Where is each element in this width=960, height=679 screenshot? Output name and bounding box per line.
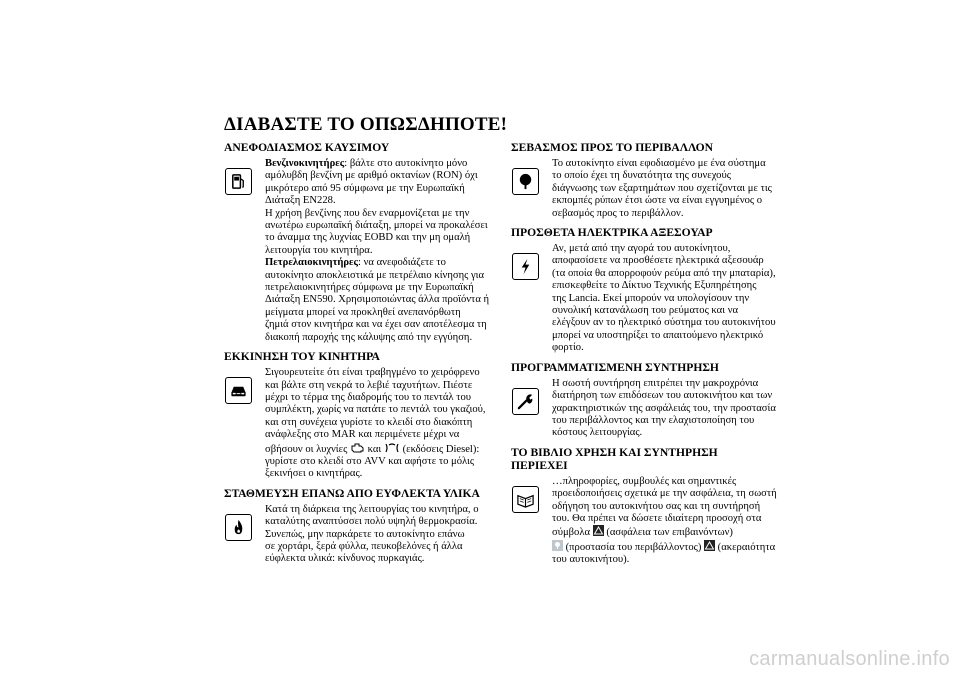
lightning-icon [512,253,539,280]
fuel-pump-icon [225,168,252,195]
watermark: carmanualsonline.info [749,648,950,670]
engine-start-section: ΕΚΚΙΝΗΣΗ ΤΟΥ ΚΙΝΗΤΗΡΑ Σιγουρευτείτε ότι είναι τραβηγμένο το χειρόφρενο και βάλτε στη νεκρά το λεβιέ ταχυτήτων. Πιέστε μέχρι το τέρμα της διαδρομής του το πεντάλ του συμπλέκτη, χωρίς να πατάτε το πεντάλ του γκαζιού, και στη συνέχεια γυρίστε το κλειδί στο διακόπτη ανάφλεξης στο MAR και περιμένετε μέχρι να σβήσουν οι λυχνίες και (εκδόσεις Diesel): γυρίστε στο κλειδί στο AVV και αφήστε το μόλις ξεκινήσει ο κινητήρας. [224,350,502,481]
diesel-label: Πετρελαιοκινητήρες [265,257,359,269]
wrench-icon [512,388,539,415]
fuel-section: ΑΝΕΦΟΔΙΑΣΜΟΣ ΚΑΥΣΙΜΟΥ Βενζινοκινητήρες: βάλτε στο αυτοκίνητο μόνο αμόλυβδη βενζίνη με αριθμό οκτανίων (RON) όχι μικρότερο από 95 σύμφωνα με την Ευρωπαϊκή Διάταξη EN228. Η χρήση βενζίνης που δεν εναρμονίζεται με την ανωτέρω ευρωπαϊκή διάταξη, μπορεί να προκαλέσει το άναμμα της λυχνίας EOBD και την μη ομαλή λειτουργία του κινητήρα. Πετρελαιοκινητήρες: να ανεφοδιάζετε το αυτοκίνητο αποκλειστικά με πετρέλαιο κίνησης για πετρελαιοκινητήρες σύμφωνα με την Ευρωπαϊκή Διάταξη EN590. Χρησιμοποιώντας άλλα προϊόντα ή μείγματα μπορεί να προκληθεί ανεπανόρθωτη ζημιά στον κινητήρα και να έχει σαν αποτέλεσμα τη διακοπή παροχής της κάλυψης από την εγγύηση. [224,141,502,344]
occupant-safety-icon [593,525,604,536]
accessories-title: ΠΡΟΣΘΕΤΑ ΗΛΕΚΤΡΙΚΑ ΑΞΕΣΟΥΑΡ [511,226,713,240]
engine-start-title: ΕΚΚΙΝΗΣΗ ΤΟΥ ΚΙΝΗΤΗΡΑ [224,350,380,364]
maintenance-title: ΠΡΟΓΡΑΜΜΑΤΙΣΜΕΝΗ ΣΥΝΤΗΡΗΣΗ [511,360,719,374]
parking-section: ΣΤΑΘΜΕΥΣΗ ΕΠΑΝΩ ΑΠΟ ΕΥΦΛΕΚΤΑ ΥΛΙΚΑ Κατά τη διάρκεια της λειτουργίας του κινητήρα, ο καταλύτης αναπτύσσει πολύ υψηλή θερμοκρασία. Συνεπώς, μην παρκάρετε το αυτοκίνητο επάνω σε χορτάρι, ξερά φύλλα, πευκοβελόνες ή άλλα εύφλεκτα υλικά: κίνδυνος πυρκαγιάς. [224,487,502,566]
right-column [511,141,789,567]
tree-icon [512,168,539,195]
accessories-section: ΠΡΟΣΘΕΤΑ ΗΛΕΚΤΡΙΚΑ ΑΞΕΣΟΥΑΡ Αν, μετά από την αγορά του αυτοκίνητου, αποφασίσετε να προσθέσετε ηλεκτρικά αξεσουάρ (τα οποία θα απορροφούν ρεύμα από την μπαταρία), επισκεφθείτε το Δίκτυο Τεχνικής Εξυπηρέτησης της Lancia. Εκεί μπορούν να υπολογίσουν την συνολική κατανάλωση του ρεύματος και να ελέγξουν αν το ηλεκτρικό σύστημα του αυτοκινήτου μπορεί να υποστηρίξει το απαιτούμενο ηλεκτρικό φορτίο. [511,226,789,355]
fuel-title: ΑΝΕΦΟΔΙΑΣΜΟΣ ΚΑΥΣΙΜΟΥ [224,141,390,154]
car-front-icon [225,377,252,404]
page-title: ΔΙΑΒΑΣΤΕ ΤΟ ΟΠΩΣΔΗΠΟΤΕ! [224,114,508,135]
car-integrity-icon [704,540,715,551]
environment-title: ΣΕΒΑΣΜΟΣ ΠΡΟΣ ΤΟ ΠΕΡΙΒΑΛΛΟΝ [511,141,714,154]
environment-section: ΣΕΒΑΣΜΟΣ ΠΡΟΣ ΤΟ ΠΕΡΙΒΑΛΛΟΝ Το αυτοκίνητο είναι εφοδιασμένο με ένα σύστημα το οποίο έχει τη δυνατότητα της συνεχούς διάγνωσης των εξαρτημάτων που σχετίζονται με τις εκπομπές ρύπων έτσι ώστε να είναι εγγυημένος ο σεβασμός προς το περιβάλλον. [511,141,789,220]
manual-title: ΤΟ ΒΙΒΛΙΟ ΧΡΗΣΗ ΚΑΙ ΣΥΝΤΗΡΗΣΗ ΠΕΡΙΕΧΕΙ [511,445,718,472]
engine-warning-icon [350,442,365,454]
maintenance-section: ΠΡΟΓΡΑΜΜΑΤΙΣΜΕΝΗ ΣΥΝΤΗΡΗΣΗ Η σωστή συντήρηση επιτρέπει την μακροχρόνια διατήρηση των επιδόσεων του αυτοκινήτου και των χαρακτηριστικών της ασφάλειάς του, την προστασία του περιβάλλοντος και την ελαχιστοποίηση του κόστους λειτουργίας. [511,361,789,440]
fire-icon [225,514,252,541]
left-column [224,141,502,566]
manual-section: ΤΟ ΒΙΒΛΙΟ ΧΡΗΣΗ ΚΑΙ ΣΥΝΤΗΡΗΣΗ ΠΕΡΙΕΧΕΙ …πληροφορίες, συμβουλές και σημαντικές προειδοποιήσεις σχετικά με την ασφάλεια, τη σωστή οδήγηση του αυτοκινήτου σας και τη συντήρησή του. Θα πρέπει να δώσετε ιδιαίτερη προσοχή στα σύμβολα (ασφάλεια των επιβαινόντων) (προστασία του περιβάλλοντος) (ακεραιότητα του αυτοκινήτου). [511,446,789,567]
book-icon [512,486,539,513]
glow-plug-icon [384,442,400,454]
environment-protection-icon [552,540,563,551]
petrol-label: Βενζινοκινητήρες [265,158,345,169]
parking-title: ΣΤΑΘΜΕΥΣΗ ΕΠΑΝΩ ΑΠΟ ΕΥΦΛΕΚΤΑ ΥΛΙΚΑ [224,486,480,500]
